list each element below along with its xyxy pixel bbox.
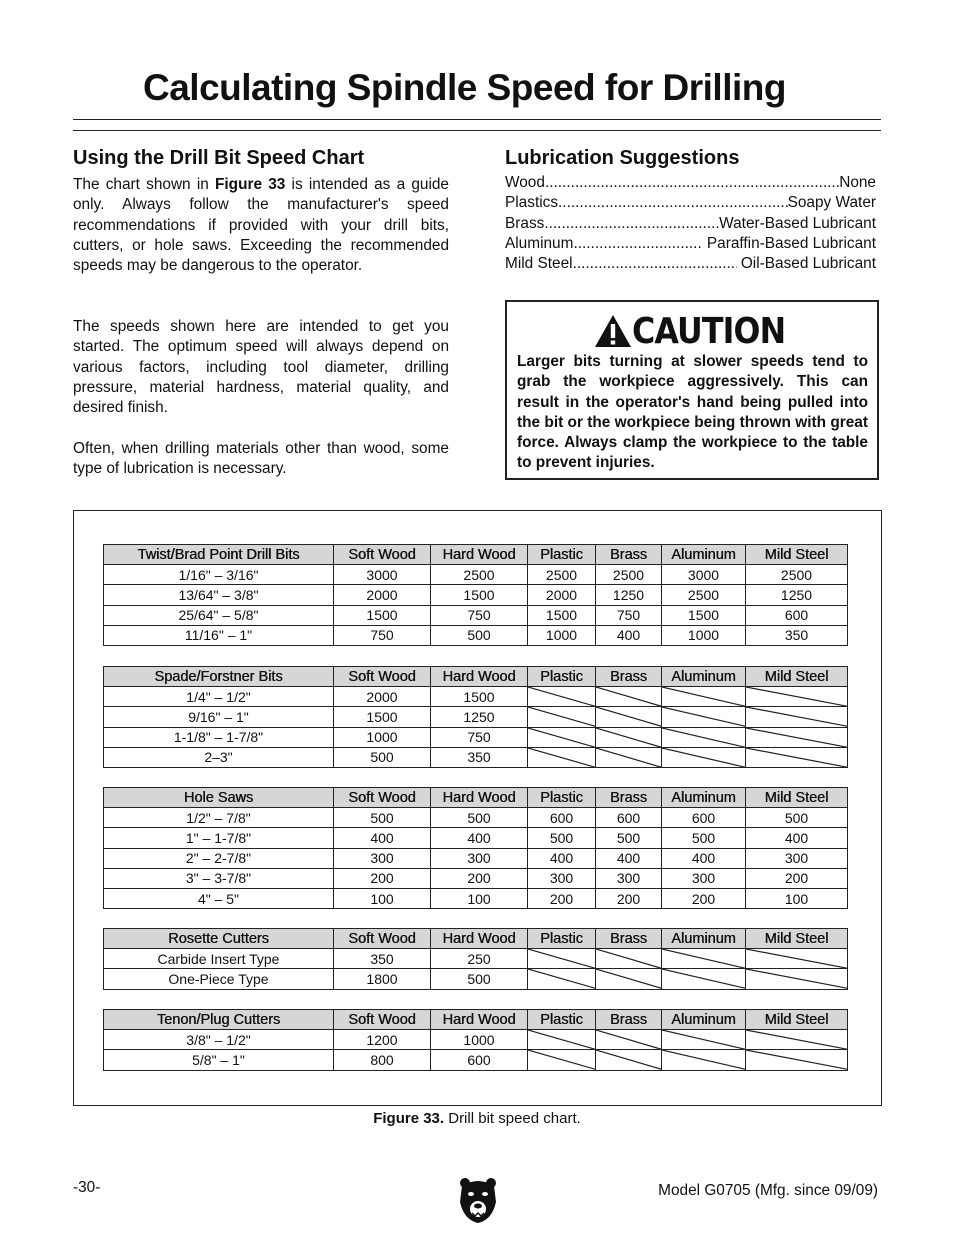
speed-value-cell: 400 — [746, 828, 848, 848]
speed-value-cell: 1500 — [662, 605, 746, 625]
speed-table — [103, 1009, 848, 1071]
table-row — [104, 1030, 848, 1050]
speed-value-cell: 500 — [334, 747, 431, 767]
speed-value-cell: 400 — [596, 848, 662, 868]
speed-table — [103, 544, 848, 646]
not-applicable-cell — [746, 687, 848, 707]
title-rule-top — [73, 119, 881, 120]
column-header: Hard Wood — [431, 1010, 528, 1030]
diagonal-line-icon — [746, 949, 847, 968]
leader-dots — [544, 214, 719, 234]
figure-caption — [0, 1110, 954, 1127]
speed-value-cell: 2500 — [528, 565, 596, 585]
diagonal-line-icon — [528, 1050, 595, 1069]
column-header: Mild Steel — [746, 667, 848, 687]
diagonal-line-icon — [746, 687, 847, 706]
not-applicable-cell — [662, 1030, 746, 1050]
section-heading-lubrication: Lubrication Suggestions — [505, 147, 740, 169]
lubrication-material: Plastics — [505, 194, 559, 212]
lubrication-item — [505, 254, 876, 274]
speed-value-cell: 500 — [596, 828, 662, 848]
column-header: Mild Steel — [746, 929, 848, 949]
column-header: Aluminum — [662, 545, 746, 565]
not-applicable-cell — [596, 1030, 662, 1050]
not-applicable-cell — [528, 1050, 596, 1070]
speed-value-cell: 200 — [662, 888, 746, 908]
not-applicable-cell — [662, 707, 746, 727]
speed-value-cell: 750 — [596, 605, 662, 625]
paragraph-intro-text-cont: is intended as a guide only. Always follow the manufacturer's speed recommendations if provided with your drill bits, cutters, or hole saws. Exceeding the recommended speeds may be dangerous to the operator. — [73, 176, 449, 275]
speed-table — [103, 666, 848, 768]
speed-value-cell: 500 — [431, 808, 528, 828]
bit-size-cell: Carbide Insert Type — [104, 949, 334, 969]
diagonal-line-icon — [596, 969, 661, 988]
column-header: Soft Wood — [334, 1010, 431, 1030]
lubrication-list — [505, 173, 876, 274]
speed-value-cell: 1500 — [431, 585, 528, 605]
bit-size-cell: 25/64" – 5/8" — [104, 605, 334, 625]
speed-value-cell: 100 — [334, 888, 431, 908]
speed-value-cell: 250 — [431, 949, 528, 969]
speed-table-header-row — [104, 929, 848, 949]
bit-size-cell: 3" – 3-7/8" — [104, 868, 334, 888]
table-row — [104, 848, 848, 868]
column-header: Mild Steel — [746, 545, 848, 565]
not-applicable-cell — [746, 1050, 848, 1070]
not-applicable-cell — [746, 747, 848, 767]
table-row — [104, 605, 848, 625]
not-applicable-cell — [596, 707, 662, 727]
bit-size-cell: 1/16" – 3/16" — [104, 565, 334, 585]
speed-value-cell: 400 — [528, 848, 596, 868]
not-applicable-cell — [662, 727, 746, 747]
diagonal-line-icon — [596, 1050, 661, 1069]
bit-size-cell: 3/8" – 1/2" — [104, 1030, 334, 1050]
diagonal-line-icon — [596, 949, 661, 968]
table-row — [104, 949, 848, 969]
speed-value-cell: 600 — [431, 1050, 528, 1070]
column-header: Aluminum — [662, 929, 746, 949]
table-row — [104, 868, 848, 888]
diagonal-line-icon — [596, 687, 661, 706]
leader-dots — [573, 234, 702, 254]
diagonal-line-icon — [528, 748, 595, 767]
bear-logo-icon — [458, 1176, 498, 1224]
not-applicable-cell — [746, 949, 848, 969]
not-applicable-cell — [596, 727, 662, 747]
bit-size-cell: 1" – 1-7/8" — [104, 828, 334, 848]
diagonal-line-icon — [528, 707, 595, 726]
caution-box — [505, 300, 879, 480]
diagonal-line-icon — [746, 969, 847, 988]
column-header: Soft Wood — [334, 788, 431, 808]
speed-value-cell: 1000 — [662, 625, 746, 645]
not-applicable-cell — [746, 707, 848, 727]
column-header: Aluminum — [662, 1010, 746, 1030]
diagonal-line-icon — [596, 707, 661, 726]
diagonal-line-icon — [596, 728, 661, 747]
speed-value-cell: 300 — [662, 868, 746, 888]
table-row — [104, 969, 848, 989]
section-heading-speed-chart: Using the Drill Bit Speed Chart — [73, 147, 365, 169]
speed-value-cell: 350 — [334, 949, 431, 969]
speed-table-header-row — [104, 545, 848, 565]
table-row — [104, 565, 848, 585]
column-header: Plastic — [528, 1010, 596, 1030]
column-header: Brass — [596, 929, 662, 949]
lubrication-material: Brass — [505, 214, 545, 232]
speed-value-cell: 100 — [746, 888, 848, 908]
diagonal-line-icon — [528, 728, 595, 747]
lubrication-lubricant: None — [839, 174, 876, 191]
diagonal-line-icon — [528, 687, 595, 706]
speed-value-cell: 1500 — [528, 605, 596, 625]
column-header: Aluminum — [662, 788, 746, 808]
speed-value-cell: 1000 — [431, 1030, 528, 1050]
not-applicable-cell — [746, 969, 848, 989]
column-header: Plastic — [528, 545, 596, 565]
bit-size-cell: 11/16" – 1" — [104, 625, 334, 645]
diagonal-line-icon — [528, 1030, 595, 1049]
figure-caption-text: Drill bit speed chart. — [444, 1110, 581, 1127]
bit-size-cell: 1/2" – 7/8" — [104, 808, 334, 828]
column-header: Brass — [596, 545, 662, 565]
speed-value-cell: 500 — [746, 808, 848, 828]
speed-value-cell: 600 — [746, 605, 848, 625]
bit-size-cell: 2" – 2-7/8" — [104, 848, 334, 868]
paragraph-intro-text: The chart shown in — [73, 176, 215, 193]
bit-size-cell: 1-1/8" – 1-7/8" — [104, 727, 334, 747]
speed-value-cell: 200 — [431, 868, 528, 888]
diagonal-line-icon — [662, 687, 745, 706]
not-applicable-cell — [596, 687, 662, 707]
column-header: Mild Steel — [746, 1010, 848, 1030]
table-row — [104, 888, 848, 908]
column-header: Brass — [596, 788, 662, 808]
speed-value-cell: 2500 — [662, 585, 746, 605]
speed-value-cell: 1800 — [334, 969, 431, 989]
leader-dots — [573, 254, 737, 274]
lubrication-material: Aluminum — [505, 234, 574, 252]
speed-table-title: Spade/Forstner Bits — [104, 667, 334, 687]
not-applicable-cell — [746, 1030, 848, 1050]
caution-text: Larger bits turning at slower speeds tend to grab the workpiece aggressively. This can result in the operator's hand being pulled into the bit or the workpiece being thrown with great force. Always clamp the workpiece to the table to prevent injuries. — [517, 353, 868, 472]
diagonal-line-icon — [746, 707, 847, 726]
diagonal-line-icon — [746, 728, 847, 747]
speed-value-cell: 100 — [431, 888, 528, 908]
diagonal-line-icon — [662, 707, 745, 726]
speed-value-cell: 2000 — [334, 585, 431, 605]
not-applicable-cell — [662, 1050, 746, 1070]
speed-value-cell: 400 — [596, 625, 662, 645]
bit-size-cell: 9/16" – 1" — [104, 707, 334, 727]
speed-value-cell: 300 — [431, 848, 528, 868]
title-rule-bottom — [73, 130, 881, 131]
table-row — [104, 625, 848, 645]
speed-table-header-row — [104, 1010, 848, 1030]
lubrication-item — [505, 214, 876, 234]
page-number: -30- — [73, 1179, 101, 1196]
not-applicable-cell — [746, 727, 848, 747]
column-header: Hard Wood — [431, 788, 528, 808]
not-applicable-cell — [528, 949, 596, 969]
table-row — [104, 727, 848, 747]
figure-caption-label: Figure 33. — [373, 1110, 445, 1127]
bit-size-cell: 4" – 5" — [104, 888, 334, 908]
column-header: Plastic — [528, 929, 596, 949]
column-header: Mild Steel — [746, 788, 848, 808]
not-applicable-cell — [662, 747, 746, 767]
table-row — [104, 1050, 848, 1070]
figure-reference: Figure 33 — [215, 176, 286, 193]
speed-value-cell: 400 — [431, 828, 528, 848]
speed-value-cell: 1250 — [596, 585, 662, 605]
speed-table-title: Tenon/Plug Cutters — [104, 1010, 334, 1030]
speed-value-cell: 3000 — [662, 565, 746, 585]
not-applicable-cell — [528, 707, 596, 727]
speed-table-header-row — [104, 788, 848, 808]
bit-size-cell: 5/8" – 1" — [104, 1050, 334, 1070]
not-applicable-cell — [596, 747, 662, 767]
bit-size-cell: One-Piece Type — [104, 969, 334, 989]
speed-value-cell: 750 — [431, 727, 528, 747]
not-applicable-cell — [596, 1050, 662, 1070]
speed-value-cell: 300 — [596, 868, 662, 888]
diagonal-line-icon — [746, 1050, 847, 1069]
speed-value-cell: 1250 — [746, 585, 848, 605]
lubrication-material: Mild Steel — [505, 255, 573, 273]
column-header: Brass — [596, 667, 662, 687]
speed-value-cell: 200 — [596, 888, 662, 908]
speed-value-cell: 600 — [662, 808, 746, 828]
lubrication-item — [505, 234, 876, 254]
speed-table — [103, 928, 848, 990]
lubrication-item — [505, 193, 876, 213]
speed-value-cell: 300 — [334, 848, 431, 868]
speed-value-cell: 2000 — [528, 585, 596, 605]
speed-value-cell: 1250 — [431, 707, 528, 727]
speed-table — [103, 787, 848, 909]
diagonal-line-icon — [528, 969, 595, 988]
speed-value-cell: 2500 — [746, 565, 848, 585]
diagonal-line-icon — [746, 748, 847, 767]
leader-dots — [558, 193, 788, 213]
speed-value-cell: 200 — [334, 868, 431, 888]
lubrication-lubricant: Soapy Water — [787, 194, 876, 212]
speed-value-cell: 600 — [596, 808, 662, 828]
column-header: Aluminum — [662, 667, 746, 687]
speed-value-cell: 800 — [334, 1050, 431, 1070]
column-header: Hard Wood — [431, 929, 528, 949]
bit-size-cell: 2–3" — [104, 747, 334, 767]
not-applicable-cell — [596, 969, 662, 989]
diagonal-line-icon — [596, 748, 661, 767]
caution-header — [594, 307, 806, 355]
bit-size-cell: 13/64" – 3/8" — [104, 585, 334, 605]
speed-value-cell: 750 — [334, 625, 431, 645]
column-header: Soft Wood — [334, 929, 431, 949]
speed-value-cell: 3000 — [334, 565, 431, 585]
speed-table-title: Twist/Brad Point Drill Bits — [104, 545, 334, 565]
speed-value-cell: 500 — [528, 828, 596, 848]
speed-value-cell: 2000 — [334, 687, 431, 707]
speed-table-title: Rosette Cutters — [104, 929, 334, 949]
speed-value-cell: 400 — [334, 828, 431, 848]
speed-value-cell: 500 — [334, 808, 431, 828]
speed-value-cell: 2500 — [431, 565, 528, 585]
speed-value-cell: 500 — [431, 969, 528, 989]
page-title: Calculating Spindle Speed for Drilling — [143, 67, 786, 108]
column-header: Hard Wood — [431, 667, 528, 687]
lubrication-item — [505, 173, 876, 193]
speed-value-cell: 1500 — [431, 687, 528, 707]
speed-value-cell: 500 — [662, 828, 746, 848]
speed-value-cell: 350 — [746, 625, 848, 645]
column-header: Hard Wood — [431, 545, 528, 565]
speed-table-title: Hole Saws — [104, 788, 334, 808]
lubrication-lubricant: Paraffin-Based Lubricant — [702, 234, 876, 252]
lubrication-material: Wood — [505, 174, 545, 191]
model-label: Model G0705 (Mfg. since 09/09) — [658, 1182, 878, 1199]
column-header: Plastic — [528, 788, 596, 808]
not-applicable-cell — [662, 969, 746, 989]
lubrication-lubricant: Oil-Based Lubricant — [736, 255, 876, 273]
speed-value-cell: 1500 — [334, 605, 431, 625]
diagonal-line-icon — [746, 1030, 847, 1049]
column-header: Plastic — [528, 667, 596, 687]
speed-value-cell: 750 — [431, 605, 528, 625]
diagonal-line-icon — [662, 728, 745, 747]
speed-value-cell: 400 — [662, 848, 746, 868]
speed-value-cell: 1000 — [528, 625, 596, 645]
not-applicable-cell — [528, 969, 596, 989]
diagonal-line-icon — [662, 969, 745, 988]
diagonal-line-icon — [528, 949, 595, 968]
not-applicable-cell — [596, 949, 662, 969]
speed-table-header-row — [104, 667, 848, 687]
diagonal-line-icon — [662, 748, 745, 767]
speed-value-cell: 1500 — [334, 707, 431, 727]
speed-value-cell: 300 — [528, 868, 596, 888]
not-applicable-cell — [662, 687, 746, 707]
diagonal-line-icon — [596, 1030, 661, 1049]
speed-value-cell: 200 — [746, 868, 848, 888]
table-row — [104, 687, 848, 707]
table-row — [104, 747, 848, 767]
speed-value-cell: 300 — [746, 848, 848, 868]
caution-label: CAUTION — [632, 310, 786, 352]
table-row — [104, 585, 848, 605]
warning-triangle-icon — [594, 314, 632, 348]
bit-size-cell: 1/4" – 1/2" — [104, 687, 334, 707]
leader-dots — [545, 173, 839, 193]
diagonal-line-icon — [662, 1050, 745, 1069]
speed-value-cell: 2500 — [596, 565, 662, 585]
paragraph-lubrication: Often, when drilling materials other than wood, some type of lubrication is necessary. — [73, 440, 449, 478]
not-applicable-cell — [528, 687, 596, 707]
table-row — [104, 707, 848, 727]
column-header: Soft Wood — [334, 545, 431, 565]
not-applicable-cell — [662, 949, 746, 969]
column-header: Brass — [596, 1010, 662, 1030]
table-row — [104, 828, 848, 848]
paragraph-speeds: The speeds shown here are intended to get you started. The optimum speed will always depend on various factors, including tool diameter, drilling pressure, material hardness, material quality, and desired finish. — [73, 318, 449, 417]
speed-value-cell: 350 — [431, 747, 528, 767]
speed-value-cell: 600 — [528, 808, 596, 828]
column-header: Soft Wood — [334, 667, 431, 687]
speed-value-cell: 1200 — [334, 1030, 431, 1050]
speed-value-cell: 500 — [431, 625, 528, 645]
lubrication-lubricant: Water-Based Lubricant — [719, 214, 876, 232]
speed-value-cell: 200 — [528, 888, 596, 908]
not-applicable-cell — [528, 747, 596, 767]
not-applicable-cell — [528, 727, 596, 747]
not-applicable-cell — [528, 1030, 596, 1050]
diagonal-line-icon — [662, 949, 745, 968]
table-row — [104, 808, 848, 828]
diagonal-line-icon — [662, 1030, 745, 1049]
speed-value-cell: 1000 — [334, 727, 431, 747]
paragraph-intro — [73, 175, 449, 276]
